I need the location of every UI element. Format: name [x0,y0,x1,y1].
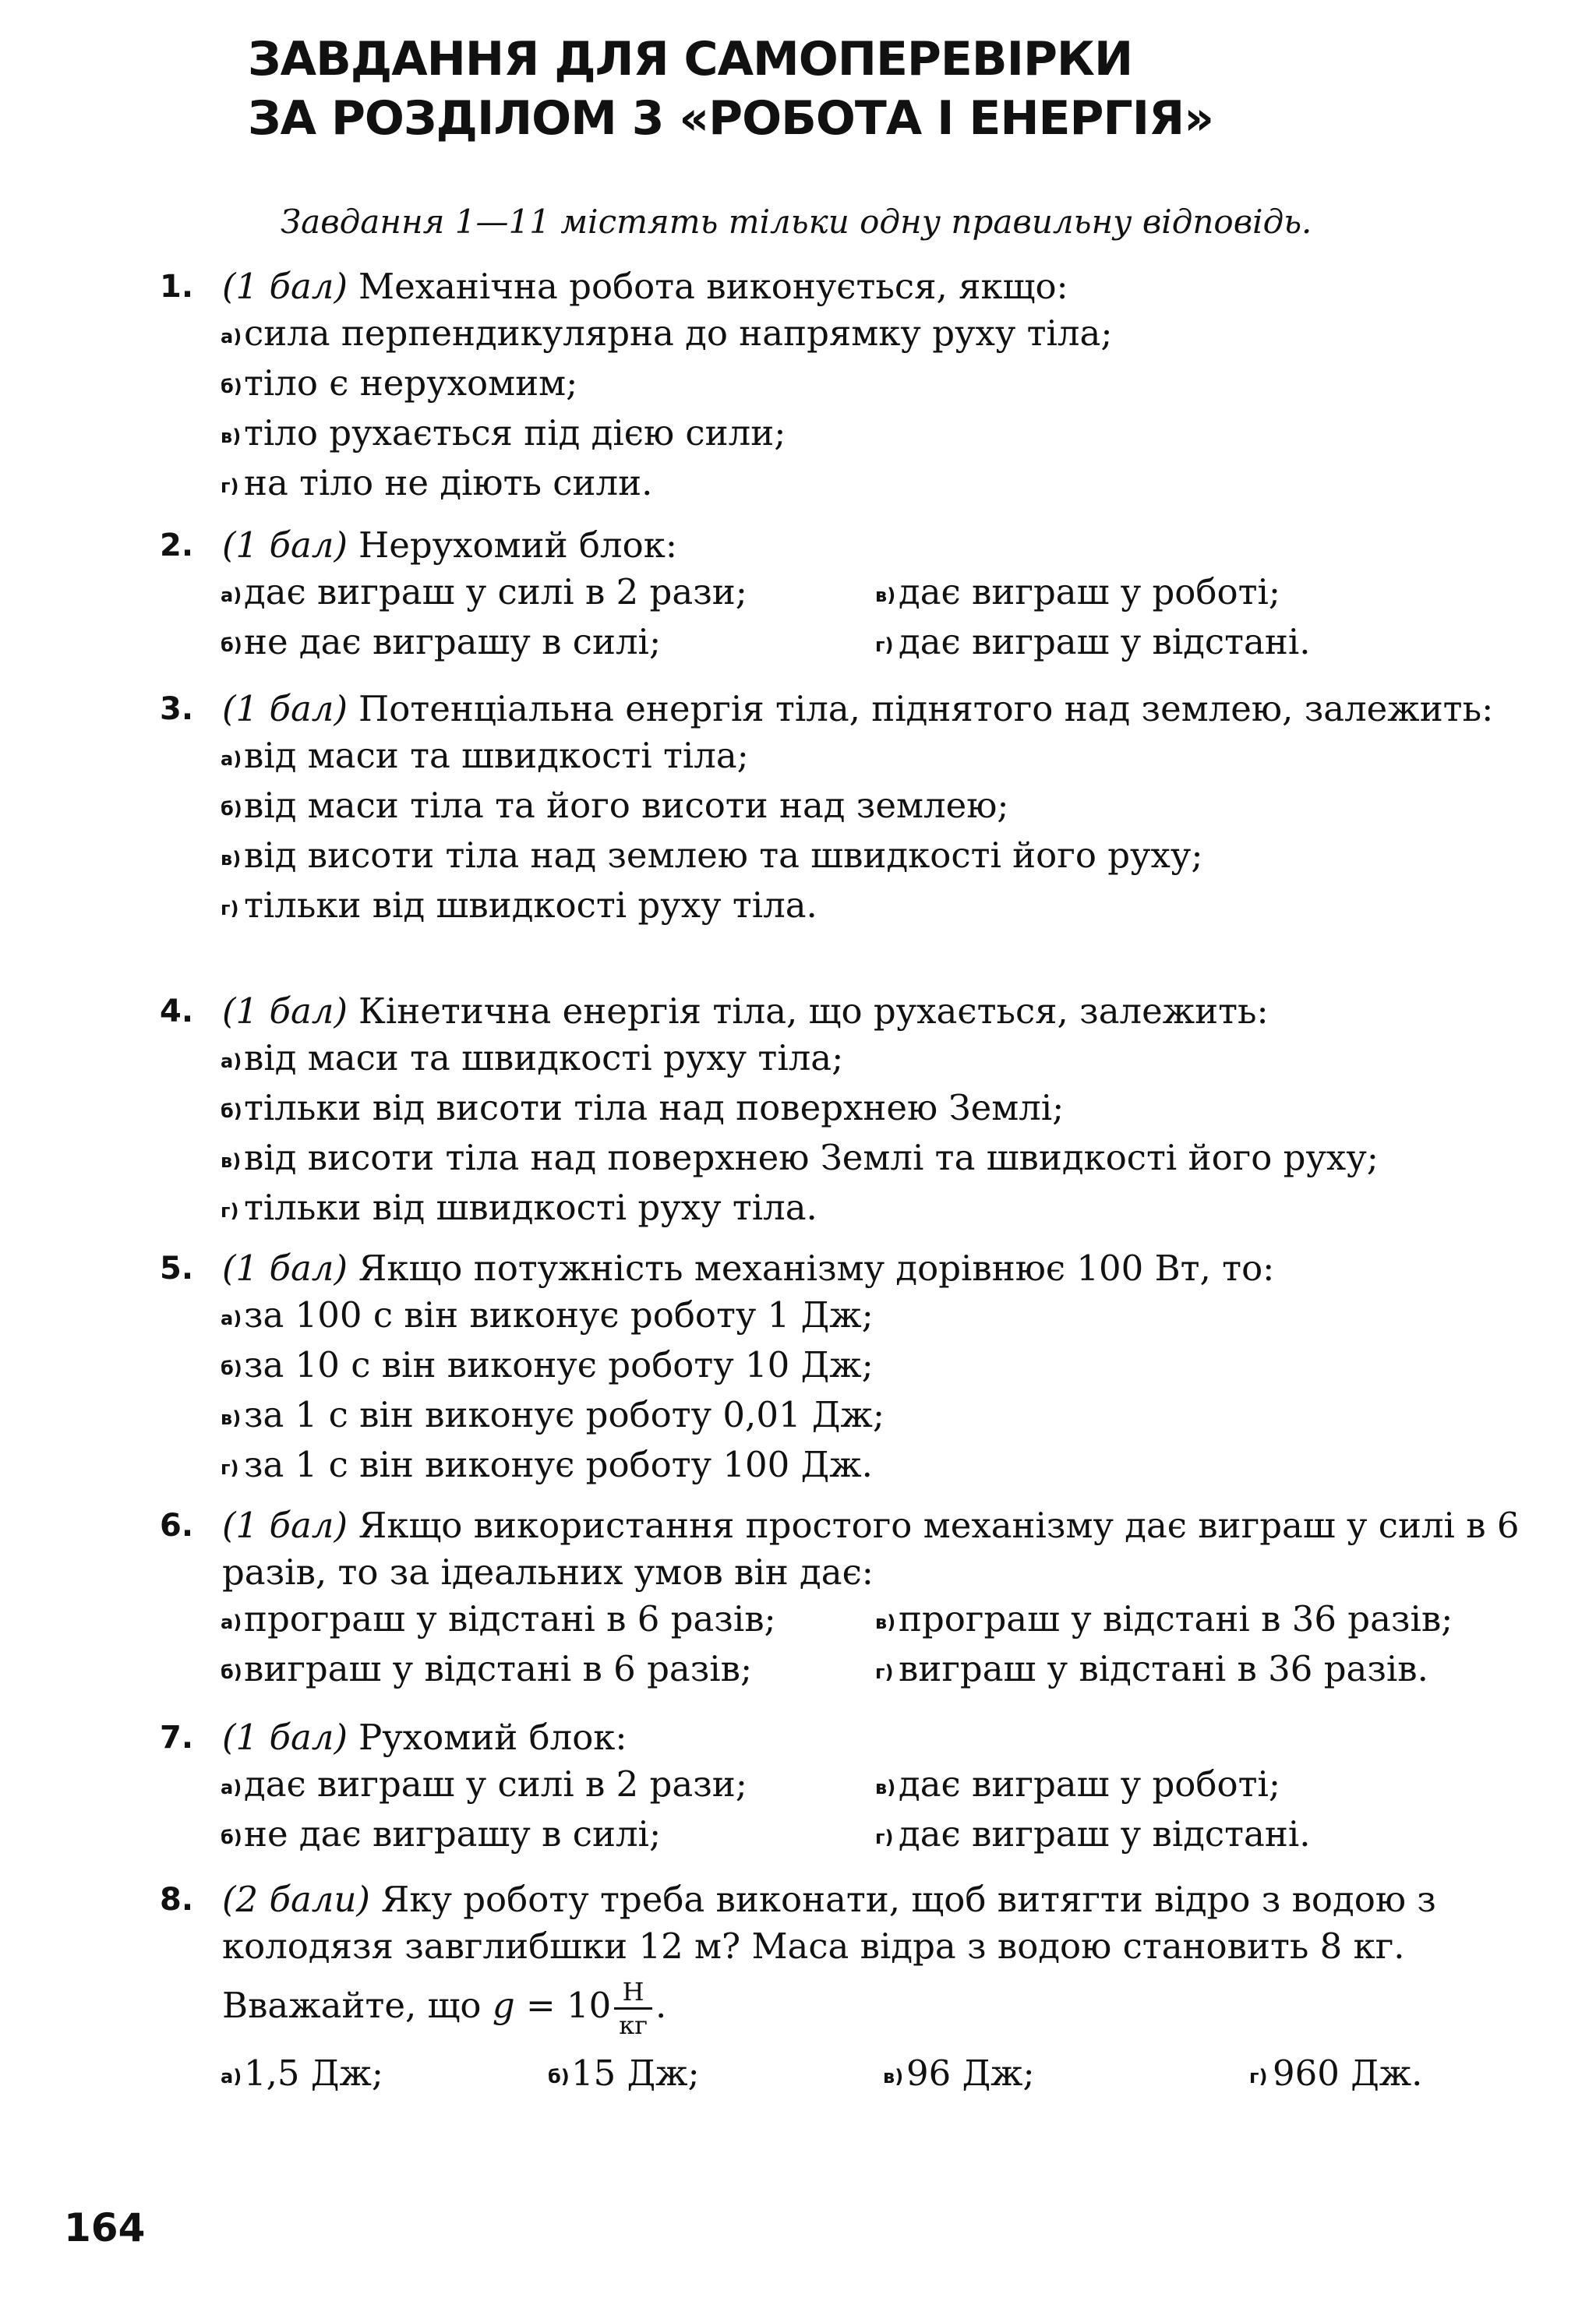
answer-option[interactable] [221,569,875,619]
answer-option[interactable] [875,569,1531,619]
option-text: від маси та швидкості тіла; [244,735,749,776]
question-points: (1 бал) [222,1505,348,1546]
answer-option[interactable] [221,1135,1531,1184]
option-letter: а) [221,748,242,770]
option-letter: в) [883,2066,904,2088]
question-number: 5. [160,1251,194,1287]
answer-options [221,1035,1531,1234]
question-text [222,1502,1531,1596]
question-prompt: Якщо потужність механізму дорівнює 100 Вт, то: [358,1248,1275,1289]
option-letter: б) [221,1827,242,1848]
option-letter: а) [221,584,242,606]
question-prompt: Нерухомий блок: [358,524,677,566]
option-letter: в) [221,425,242,447]
option-letter: г) [1249,2066,1268,2088]
question-prompt: Якщо використання простого механізму дає виграш у силі в 6 разів, то за ідеальних умов він дає: [222,1505,1520,1593]
question-points: (2 бали) [222,1879,370,1920]
question-1 [160,263,1531,510]
answer-option[interactable] [221,1811,875,1861]
answer-option[interactable] [875,1646,1531,1696]
question-8 [160,1876,1531,2100]
hint-equals: = 10 [525,1985,612,2026]
option-text: сила перпендикулярна до напрямку руху тіла; [244,312,1113,354]
question-text [222,686,1531,732]
answer-option[interactable] [221,310,1531,360]
option-letter: г) [221,898,239,919]
question-number: 1. [160,269,194,305]
answer-option[interactable] [221,1184,1531,1234]
option-text: тіло рухається під дією сили; [244,412,786,454]
answer-option[interactable] [221,1646,875,1696]
answer-option[interactable] [221,410,1531,460]
question-number: 3. [160,691,194,727]
question-prompt: Яку роботу треба виконати, щоб витягти відро з водою з колодязя завглибшки 12 м? Маса відра з водою становить 8 кг. [222,1879,1436,1967]
answer-option[interactable] [221,360,1531,410]
option-text: за 10 с він виконує роботу 10 Дж; [244,1344,874,1385]
answer-option[interactable] [221,1596,875,1646]
answer-options [221,310,1531,510]
answer-option[interactable] [875,1811,1531,1861]
option-text: від висоти тіла над поверхнею Землі та швидкості його руху; [244,1137,1379,1178]
question-text [222,1245,1531,1292]
title-line-2: ЗА РОЗДІЛОМ 3 «РОБОТА І ЕНЕРГІЯ» [248,91,1214,146]
option-text: від висоти тіла над землею та швидкості його руху; [244,835,1203,876]
page-title [248,30,1213,148]
option-text: виграш у відстані в 6 разів; [244,1648,753,1689]
question-text [222,522,1531,569]
question-3 [160,686,1531,932]
option-text: тільки від швидкості руху тіла. [244,1187,817,1228]
question-prompt: Потенціальна енергія тіла, піднятого над землею, залежить: [358,688,1494,729]
answer-option[interactable] [221,619,875,669]
option-letter: б) [221,1100,242,1122]
option-letter: а) [221,1777,242,1798]
option-text: за 1 с він виконує роботу 0,01 Дж; [244,1394,885,1435]
option-text: дає виграш у силі в 2 рази; [244,1763,747,1805]
option-letter: г) [221,475,239,497]
question-6 [160,1502,1531,1696]
option-letter: в) [875,1777,896,1798]
answer-options [221,2050,1531,2100]
answer-option[interactable] [221,832,1531,882]
question-hint [222,1976,1531,2041]
question-points: (1 бал) [222,1717,348,1758]
option-letter: в) [875,1611,896,1633]
answer-option[interactable] [883,2050,1249,2100]
option-text: не дає виграшу в силі; [244,1813,662,1855]
option-text: дає виграш у силі в 2 рази; [244,571,747,612]
question-number: 6. [160,1508,194,1544]
question-points: (1 бал) [222,688,348,729]
title-line-1: ЗАВДАННЯ ДЛЯ САМОПЕРЕВІРКИ [248,32,1133,86]
answer-option[interactable] [875,1596,1531,1646]
option-text: від маси та швидкості руху тіла; [244,1037,844,1078]
answer-option[interactable] [221,1342,1531,1392]
question-number: 8. [160,1882,194,1918]
fraction-denominator: кг [619,2010,648,2040]
question-number: 2. [160,528,194,563]
option-text: тільки від висоти тіла над поверхнею Землі; [244,1087,1065,1128]
answer-option[interactable] [221,460,1531,510]
question-number: 4. [160,994,194,1029]
answer-options [221,732,1531,932]
question-4 [160,988,1531,1234]
option-letter: в) [875,584,896,606]
question-points: (1 бал) [222,990,348,1032]
question-prompt: Рухомий блок: [358,1717,627,1758]
option-text: дає виграш у роботі; [899,1763,1281,1805]
option-text: виграш у відстані в 36 разів. [899,1648,1428,1689]
option-letter: г) [875,1827,894,1848]
option-letter: в) [221,1407,242,1429]
answer-option[interactable] [221,2050,548,2100]
option-letter: а) [221,1308,242,1329]
instructions: Завдання 1—11 містять тільки одну правильну відповідь. [281,203,1312,241]
answer-options [221,569,1531,669]
hint-end: . [655,1985,667,2026]
question-prompt: Кінетична енергія тіла, що рухається, залежить: [358,990,1269,1032]
answer-option[interactable] [221,1442,1531,1491]
question-points: (1 бал) [222,524,348,566]
answer-options [221,1761,1531,1861]
answer-option[interactable] [221,1085,1531,1135]
option-text: не дає виграшу в силі; [244,621,662,662]
option-letter: а) [221,1611,242,1633]
question-text [222,263,1531,310]
option-letter: б) [221,376,242,397]
option-text: 1,5 Дж; [244,2053,384,2094]
option-letter: г) [875,1661,894,1683]
option-text: дає виграш у відстані. [899,621,1311,662]
answer-options [221,1292,1531,1491]
option-text: тіло є нерухомим; [244,362,578,404]
option-letter: б) [221,798,242,820]
option-letter: в) [221,1150,242,1172]
option-letter: б) [221,634,242,656]
option-letter: а) [221,1050,242,1072]
answer-option[interactable] [221,782,1531,832]
option-text: 960 Дж. [1273,2053,1423,2094]
option-letter: г) [875,634,894,656]
question-5 [160,1245,1531,1491]
answer-option[interactable] [221,882,1531,932]
option-text: програш у відстані в 36 разів; [899,1598,1453,1640]
option-text: дає виграш у відстані. [899,1813,1311,1855]
option-letter: г) [221,1457,239,1479]
option-letter: а) [221,326,242,348]
option-text: за 1 с він виконує роботу 100 Дж. [244,1444,873,1485]
answer-option[interactable] [548,2050,883,2100]
question-prompt: Механічна робота виконується, якщо: [358,266,1068,307]
answer-option[interactable] [221,1035,1531,1085]
option-letter: б) [221,1661,242,1683]
option-text: за 100 с він виконує роботу 1 Дж; [244,1294,874,1336]
hint-fraction [614,1976,652,2041]
question-7 [160,1714,1531,1861]
question-text [222,1876,1531,1970]
hint-prefix: Вважайте, що [222,1985,482,2026]
hint-variable: g [492,1985,515,2026]
answer-options [221,1596,1531,1696]
option-text: на тіло не діють сили. [244,462,653,503]
option-text: від маси тіла та його висоти над землею; [244,785,1009,826]
answer-option[interactable] [221,1392,1531,1442]
answer-option[interactable] [875,619,1531,669]
page-number: 164 [64,2205,146,2250]
option-letter: а) [221,2066,242,2088]
option-letter: б) [548,2066,570,2088]
answer-option[interactable] [221,1292,1531,1342]
question-text [222,1714,1531,1761]
option-text: дає виграш у роботі; [899,571,1281,612]
question-points: (1 бал) [222,1248,348,1289]
option-text: тільки від швидкості руху тіла. [244,884,817,926]
question-2 [160,522,1531,669]
option-text: 96 Дж; [906,2053,1035,2094]
option-letter: б) [221,1357,242,1379]
question-text [222,988,1531,1035]
answer-option[interactable] [1249,2050,1531,2100]
option-text: 15 Дж; [571,2053,700,2094]
answer-option[interactable] [221,732,1531,782]
answer-option[interactable] [875,1761,1531,1811]
fraction-numerator: Н [614,1976,652,2010]
question-points: (1 бал) [222,266,348,307]
option-letter: г) [221,1200,239,1222]
answer-option[interactable] [221,1761,875,1811]
option-letter: в) [221,848,242,870]
option-text: програш у відстані в 6 разів; [244,1598,776,1640]
question-number: 7. [160,1720,194,1756]
